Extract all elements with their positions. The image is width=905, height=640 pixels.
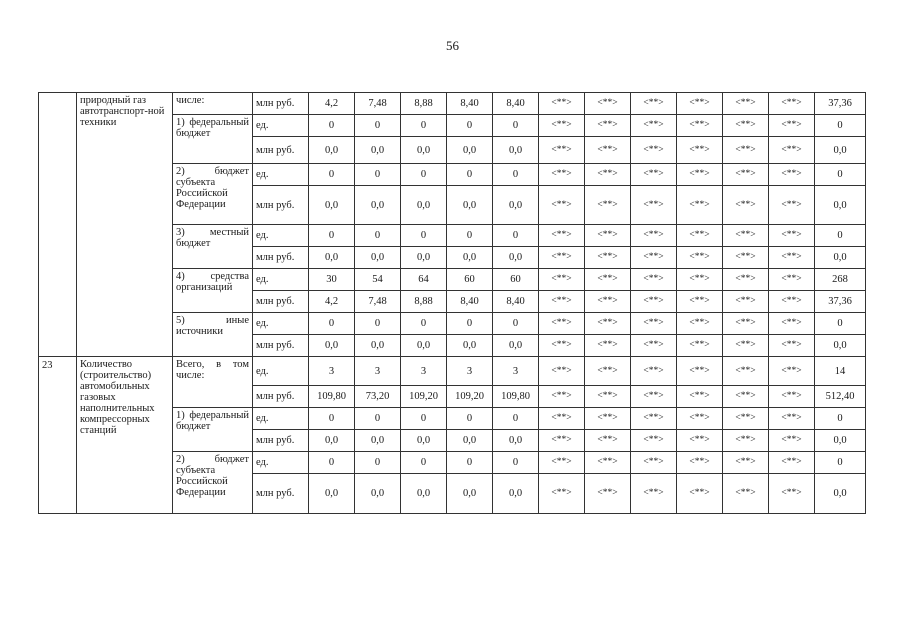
value-cell: 0,0 — [355, 430, 401, 452]
row-number-cell — [39, 93, 77, 357]
placeholder-cell: <**> — [631, 408, 677, 430]
unit-cell: млн руб. — [253, 291, 309, 313]
placeholder-cell: <**> — [677, 247, 723, 269]
placeholder-cell: <**> — [723, 225, 769, 247]
placeholder-cell: <**> — [631, 291, 677, 313]
placeholder-cell: <**> — [769, 386, 815, 408]
unit-cell: млн руб. — [253, 474, 309, 514]
value-cell: 0,0 — [401, 247, 447, 269]
placeholder-cell: <**> — [631, 247, 677, 269]
value-cell: 0,0 — [493, 186, 539, 225]
placeholder-cell: <**> — [631, 137, 677, 164]
unit-cell: ед. — [253, 452, 309, 474]
value-cell: 3 — [447, 357, 493, 386]
value-cell: 0,0 — [493, 474, 539, 514]
value-cell: 54 — [355, 269, 401, 291]
placeholder-cell: <**> — [677, 269, 723, 291]
placeholder-cell: <**> — [539, 335, 585, 357]
value-cell: 0 — [309, 115, 355, 137]
value-cell: 0,0 — [355, 474, 401, 514]
value-cell: 0 — [447, 313, 493, 335]
placeholder-cell: <**> — [723, 313, 769, 335]
total-cell: 0,0 — [815, 186, 866, 225]
value-cell: 0 — [447, 408, 493, 430]
value-cell: 0,0 — [493, 137, 539, 164]
placeholder-cell: <**> — [723, 186, 769, 225]
placeholder-cell: <**> — [677, 115, 723, 137]
placeholder-cell: <**> — [631, 93, 677, 115]
placeholder-cell: <**> — [539, 386, 585, 408]
value-cell: 0 — [309, 225, 355, 247]
placeholder-cell: <**> — [631, 452, 677, 474]
total-cell: 0 — [815, 225, 866, 247]
table-body — [39, 93, 866, 514]
value-cell: 0 — [309, 313, 355, 335]
placeholder-cell: <**> — [769, 164, 815, 186]
value-cell: 0,0 — [401, 430, 447, 452]
value-cell: 0,0 — [493, 247, 539, 269]
value-cell: 3 — [493, 357, 539, 386]
placeholder-cell: <**> — [723, 430, 769, 452]
placeholder-cell: <**> — [585, 474, 631, 514]
value-cell: 109,80 — [493, 386, 539, 408]
placeholder-cell: <**> — [585, 452, 631, 474]
placeholder-cell: <**> — [723, 386, 769, 408]
value-cell: 0 — [355, 408, 401, 430]
value-cell: 0 — [447, 452, 493, 474]
value-cell: 0 — [401, 452, 447, 474]
placeholder-cell: <**> — [585, 186, 631, 225]
placeholder-cell: <**> — [539, 269, 585, 291]
placeholder-cell: <**> — [585, 225, 631, 247]
value-cell: 30 — [309, 269, 355, 291]
placeholder-cell: <**> — [585, 247, 631, 269]
value-cell: 109,80 — [309, 386, 355, 408]
row-number-cell: 23 — [39, 357, 77, 514]
value-cell: 0,0 — [355, 186, 401, 225]
value-cell: 8,88 — [401, 93, 447, 115]
value-cell: 4,2 — [309, 93, 355, 115]
placeholder-cell: <**> — [585, 115, 631, 137]
placeholder-cell: <**> — [769, 225, 815, 247]
placeholder-cell: <**> — [723, 291, 769, 313]
value-cell: 7,48 — [355, 291, 401, 313]
placeholder-cell: <**> — [769, 115, 815, 137]
placeholder-cell: <**> — [539, 452, 585, 474]
value-cell: 0,0 — [447, 430, 493, 452]
total-cell: 512,40 — [815, 386, 866, 408]
value-cell: 8,40 — [493, 291, 539, 313]
placeholder-cell: <**> — [539, 247, 585, 269]
unit-cell: млн руб. — [253, 247, 309, 269]
placeholder-cell: <**> — [723, 335, 769, 357]
funding-source-cell: Всего, в том числе: — [173, 357, 253, 408]
total-cell: 0,0 — [815, 335, 866, 357]
value-cell: 0,0 — [355, 335, 401, 357]
placeholder-cell: <**> — [585, 430, 631, 452]
funding-source-cell: 5) иные источники — [173, 313, 253, 357]
unit-cell: ед. — [253, 269, 309, 291]
placeholder-cell: <**> — [677, 357, 723, 386]
value-cell: 0 — [309, 408, 355, 430]
placeholder-cell: <**> — [769, 335, 815, 357]
funding-source-cell: 4) средства организаций — [173, 269, 253, 313]
value-cell: 0,0 — [447, 247, 493, 269]
value-cell: 4,2 — [309, 291, 355, 313]
placeholder-cell: <**> — [677, 335, 723, 357]
placeholder-cell: <**> — [631, 474, 677, 514]
value-cell: 0 — [309, 452, 355, 474]
value-cell: 64 — [401, 269, 447, 291]
total-cell: 14 — [815, 357, 866, 386]
value-cell: 8,40 — [493, 93, 539, 115]
unit-cell: млн руб. — [253, 335, 309, 357]
value-cell: 8,40 — [447, 291, 493, 313]
placeholder-cell: <**> — [723, 408, 769, 430]
placeholder-cell: <**> — [677, 291, 723, 313]
total-cell: 0 — [815, 408, 866, 430]
placeholder-cell: <**> — [539, 357, 585, 386]
placeholder-cell: <**> — [631, 386, 677, 408]
value-cell: 0,0 — [401, 186, 447, 225]
total-cell: 0 — [815, 452, 866, 474]
value-cell: 8,40 — [447, 93, 493, 115]
budget-table — [38, 92, 866, 514]
value-cell: 0 — [493, 164, 539, 186]
placeholder-cell: <**> — [631, 335, 677, 357]
placeholder-cell: <**> — [769, 313, 815, 335]
placeholder-cell: <**> — [677, 164, 723, 186]
placeholder-cell: <**> — [539, 430, 585, 452]
unit-cell: млн руб. — [253, 93, 309, 115]
placeholder-cell: <**> — [631, 164, 677, 186]
placeholder-cell: <**> — [723, 474, 769, 514]
placeholder-cell: <**> — [539, 313, 585, 335]
placeholder-cell: <**> — [769, 247, 815, 269]
placeholder-cell: <**> — [769, 357, 815, 386]
unit-cell: ед. — [253, 225, 309, 247]
value-cell: 0 — [401, 164, 447, 186]
total-cell: 0 — [815, 164, 866, 186]
unit-cell: млн руб. — [253, 186, 309, 225]
placeholder-cell: <**> — [539, 115, 585, 137]
placeholder-cell: <**> — [769, 291, 815, 313]
value-cell: 0,0 — [447, 186, 493, 225]
placeholder-cell: <**> — [723, 452, 769, 474]
funding-source-cell: 3) местный бюджет — [173, 225, 253, 269]
placeholder-cell: <**> — [769, 474, 815, 514]
value-cell: 0,0 — [493, 335, 539, 357]
placeholder-cell: <**> — [723, 269, 769, 291]
value-cell: 0,0 — [401, 474, 447, 514]
placeholder-cell: <**> — [769, 186, 815, 225]
placeholder-cell: <**> — [677, 474, 723, 514]
page-number: 56 — [446, 38, 459, 53]
placeholder-cell: <**> — [631, 186, 677, 225]
placeholder-cell: <**> — [539, 225, 585, 247]
funding-source-cell: числе: — [173, 93, 253, 115]
value-cell: 0 — [355, 164, 401, 186]
placeholder-cell: <**> — [677, 225, 723, 247]
placeholder-cell: <**> — [539, 408, 585, 430]
total-cell: 268 — [815, 269, 866, 291]
unit-cell: ед. — [253, 115, 309, 137]
value-cell: 0,0 — [493, 430, 539, 452]
placeholder-cell: <**> — [677, 186, 723, 225]
total-cell: 0,0 — [815, 474, 866, 514]
value-cell: 0 — [447, 164, 493, 186]
placeholder-cell: <**> — [585, 137, 631, 164]
total-cell: 0 — [815, 115, 866, 137]
table-row — [39, 357, 866, 386]
unit-cell: млн руб. — [253, 386, 309, 408]
placeholder-cell: <**> — [585, 269, 631, 291]
value-cell: 0 — [309, 164, 355, 186]
placeholder-cell: <**> — [539, 137, 585, 164]
placeholder-cell: <**> — [585, 408, 631, 430]
placeholder-cell: <**> — [585, 313, 631, 335]
placeholder-cell: <**> — [631, 313, 677, 335]
value-cell: 0 — [401, 408, 447, 430]
placeholder-cell: <**> — [723, 357, 769, 386]
placeholder-cell: <**> — [677, 430, 723, 452]
placeholder-cell: <**> — [631, 225, 677, 247]
value-cell: 109,20 — [447, 386, 493, 408]
unit-cell: ед. — [253, 357, 309, 386]
indicator-name-cell: природный газ автотранспорт-ной техники — [77, 93, 173, 357]
value-cell: 0,0 — [447, 474, 493, 514]
placeholder-cell: <**> — [723, 93, 769, 115]
value-cell: 0 — [493, 452, 539, 474]
value-cell: 0 — [355, 313, 401, 335]
total-cell: 0,0 — [815, 247, 866, 269]
value-cell: 0 — [401, 313, 447, 335]
value-cell: 3 — [309, 357, 355, 386]
total-cell: 0,0 — [815, 430, 866, 452]
value-cell: 8,88 — [401, 291, 447, 313]
total-cell: 37,36 — [815, 291, 866, 313]
placeholder-cell: <**> — [631, 115, 677, 137]
value-cell: 73,20 — [355, 386, 401, 408]
value-cell: 60 — [447, 269, 493, 291]
placeholder-cell: <**> — [677, 93, 723, 115]
value-cell: 0,0 — [355, 137, 401, 164]
value-cell: 0,0 — [309, 474, 355, 514]
value-cell: 0,0 — [309, 247, 355, 269]
indicator-name-cell: Количество (строительство) автомобильных газовых наполнительных компрессорных станций — [77, 357, 173, 514]
placeholder-cell: <**> — [631, 430, 677, 452]
value-cell: 109,20 — [401, 386, 447, 408]
value-cell: 0,0 — [355, 247, 401, 269]
placeholder-cell: <**> — [631, 269, 677, 291]
funding-source-cell: 2) бюджет субъекта Российской Федерации — [173, 452, 253, 514]
value-cell: 7,48 — [355, 93, 401, 115]
placeholder-cell: <**> — [723, 115, 769, 137]
placeholder-cell: <**> — [769, 452, 815, 474]
placeholder-cell: <**> — [539, 474, 585, 514]
placeholder-cell: <**> — [769, 93, 815, 115]
placeholder-cell: <**> — [769, 430, 815, 452]
placeholder-cell: <**> — [677, 452, 723, 474]
placeholder-cell: <**> — [585, 164, 631, 186]
funding-source-cell: 1) федеральный бюджет — [173, 408, 253, 452]
value-cell: 0,0 — [309, 186, 355, 225]
value-cell: 0,0 — [401, 335, 447, 357]
unit-cell: ед. — [253, 313, 309, 335]
placeholder-cell: <**> — [585, 357, 631, 386]
placeholder-cell: <**> — [585, 386, 631, 408]
placeholder-cell: <**> — [539, 186, 585, 225]
placeholder-cell: <**> — [539, 291, 585, 313]
placeholder-cell: <**> — [677, 386, 723, 408]
value-cell: 0,0 — [309, 430, 355, 452]
placeholder-cell: <**> — [585, 291, 631, 313]
value-cell: 0,0 — [447, 137, 493, 164]
funding-source-cell: 2) бюджет субъекта Российской Федерации — [173, 164, 253, 225]
placeholder-cell: <**> — [677, 313, 723, 335]
placeholder-cell: <**> — [723, 247, 769, 269]
value-cell: 0 — [355, 225, 401, 247]
placeholder-cell: <**> — [723, 137, 769, 164]
total-cell: 37,36 — [815, 93, 866, 115]
unit-cell: млн руб. — [253, 137, 309, 164]
unit-cell: ед. — [253, 408, 309, 430]
placeholder-cell: <**> — [631, 357, 677, 386]
value-cell: 0 — [447, 225, 493, 247]
value-cell: 3 — [355, 357, 401, 386]
placeholder-cell: <**> — [585, 93, 631, 115]
unit-cell: ед. — [253, 164, 309, 186]
placeholder-cell: <**> — [677, 408, 723, 430]
placeholder-cell: <**> — [677, 137, 723, 164]
value-cell: 0 — [493, 313, 539, 335]
value-cell: 0,0 — [309, 137, 355, 164]
placeholder-cell: <**> — [769, 269, 815, 291]
total-cell: 0,0 — [815, 137, 866, 164]
table-row — [39, 93, 866, 115]
value-cell: 0 — [447, 115, 493, 137]
value-cell: 0 — [401, 115, 447, 137]
value-cell: 0,0 — [309, 335, 355, 357]
placeholder-cell: <**> — [769, 137, 815, 164]
value-cell: 0,0 — [401, 137, 447, 164]
placeholder-cell: <**> — [769, 408, 815, 430]
placeholder-cell: <**> — [539, 164, 585, 186]
placeholder-cell: <**> — [585, 335, 631, 357]
value-cell: 3 — [401, 357, 447, 386]
value-cell: 0,0 — [447, 335, 493, 357]
placeholder-cell: <**> — [539, 93, 585, 115]
unit-cell: млн руб. — [253, 430, 309, 452]
value-cell: 0 — [401, 225, 447, 247]
value-cell: 0 — [355, 452, 401, 474]
value-cell: 0 — [493, 408, 539, 430]
funding-source-cell: 1) федеральный бюджет — [173, 115, 253, 164]
value-cell: 0 — [493, 115, 539, 137]
placeholder-cell: <**> — [723, 164, 769, 186]
total-cell: 0 — [815, 313, 866, 335]
value-cell: 0 — [493, 225, 539, 247]
value-cell: 0 — [355, 115, 401, 137]
value-cell: 60 — [493, 269, 539, 291]
